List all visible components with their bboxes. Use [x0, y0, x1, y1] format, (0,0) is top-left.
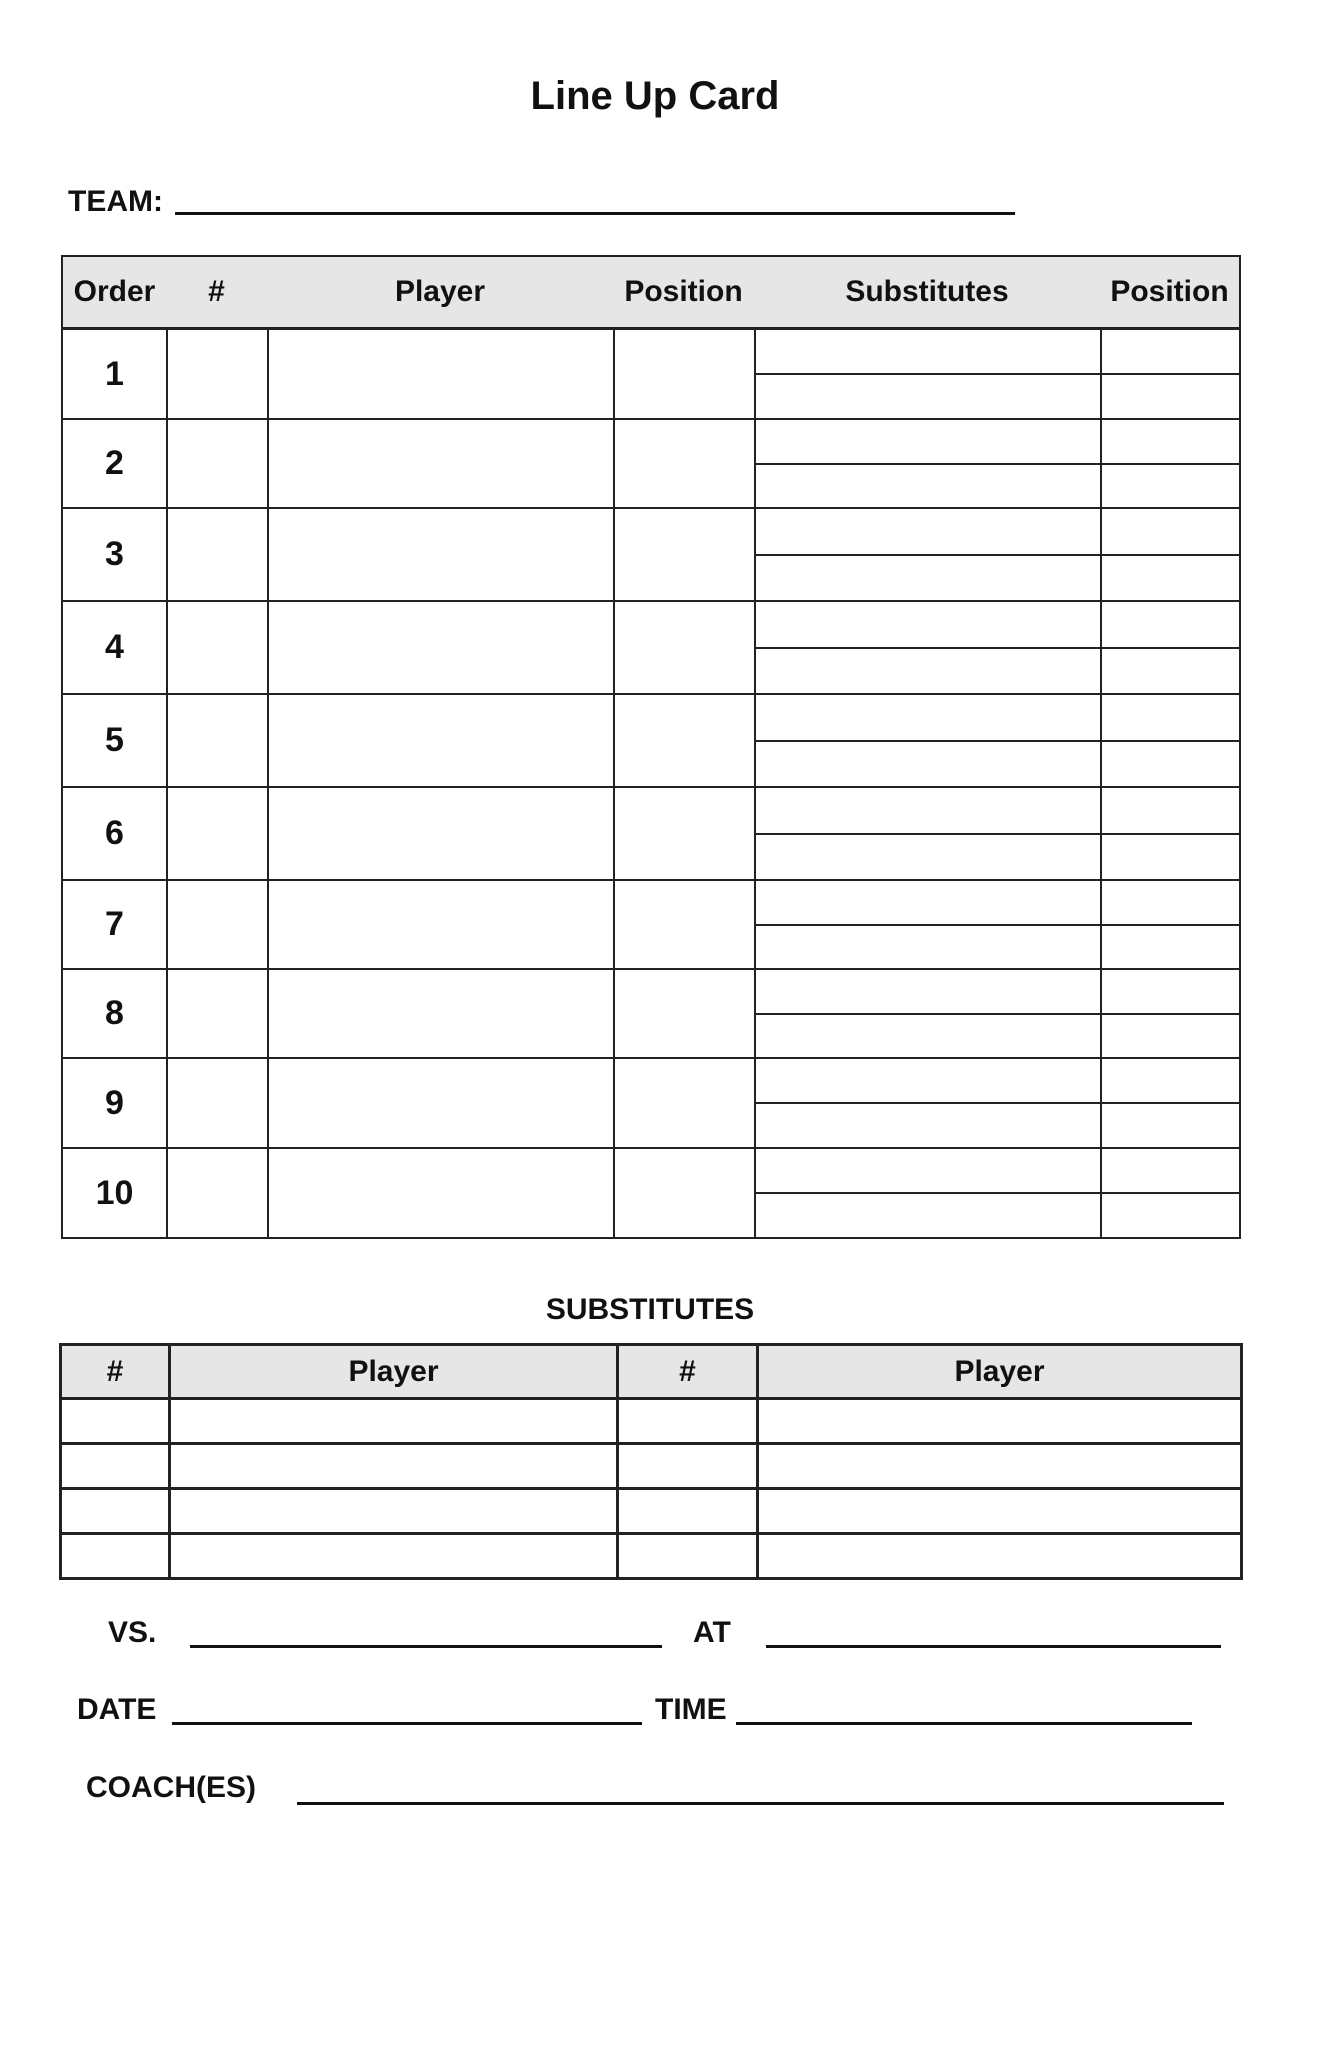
- substitute-line[interactable]: [756, 1059, 1100, 1104]
- number-cell[interactable]: [166, 509, 267, 600]
- order-number: 5: [105, 721, 124, 759]
- position-cell[interactable]: [613, 1149, 754, 1237]
- sub-number-cell[interactable]: [62, 1400, 168, 1442]
- substitute-position-cell: [1100, 1059, 1239, 1147]
- sub-number-cell[interactable]: [616, 1535, 756, 1577]
- position-cell[interactable]: [613, 330, 754, 418]
- substitute-position-line[interactable]: [1102, 1059, 1239, 1104]
- order-number: 9: [105, 1083, 124, 1122]
- substitute-row: [62, 1397, 1240, 1442]
- lineup-body: [63, 330, 1239, 1237]
- team-label: TEAM:: [68, 185, 163, 218]
- substitute-cell: [754, 695, 1100, 786]
- order-number: 4: [105, 628, 124, 666]
- substitutes-table: [59, 1343, 1243, 1580]
- sub-number-cell[interactable]: [62, 1490, 168, 1532]
- substitute-position-line[interactable]: [1102, 1104, 1239, 1147]
- substitute-cell: [754, 509, 1100, 600]
- order-number: 3: [105, 535, 124, 573]
- order-number: 2: [105, 444, 124, 482]
- number-cell[interactable]: [166, 1149, 267, 1237]
- header-number: #: [208, 275, 225, 308]
- substitute-cell: [754, 330, 1100, 418]
- sub-header-player-left: Player: [168, 1346, 616, 1397]
- order-number: 7: [105, 905, 124, 943]
- lineup-row: [63, 507, 1239, 600]
- substitute-position-line[interactable]: [1102, 465, 1239, 508]
- sub-number-cell[interactable]: [62, 1445, 168, 1487]
- team-input-line[interactable]: [175, 212, 1015, 215]
- substitute-line[interactable]: [756, 649, 1100, 694]
- lineup-header-row: [63, 257, 1239, 330]
- substitute-cell: [754, 420, 1100, 507]
- position-cell[interactable]: [613, 509, 754, 600]
- substitute-position-cell: [1100, 330, 1239, 418]
- order-number: 10: [95, 1173, 134, 1212]
- time-input-line[interactable]: [736, 1722, 1192, 1725]
- number-cell[interactable]: [166, 420, 267, 507]
- substitute-position-cell: [1100, 788, 1239, 879]
- substitute-position-line[interactable]: [1102, 509, 1239, 556]
- at-label: AT: [693, 1616, 731, 1649]
- player-cell[interactable]: [267, 1059, 613, 1147]
- substitute-position-cell: [1100, 881, 1239, 968]
- substitute-position-cell: [1100, 1149, 1239, 1237]
- substitute-position-line[interactable]: [1102, 881, 1239, 926]
- order-number: 8: [105, 994, 124, 1032]
- substitute-row: [62, 1442, 1240, 1487]
- lineup-row: [63, 1057, 1239, 1147]
- at-input-line[interactable]: [766, 1645, 1221, 1648]
- position-cell[interactable]: [613, 602, 754, 693]
- substitute-position-cell: [1100, 509, 1239, 600]
- coaches-input-line[interactable]: [297, 1802, 1224, 1805]
- lineup-row: [63, 879, 1239, 968]
- substitute-position-line[interactable]: [1102, 742, 1239, 787]
- time-label: TIME: [655, 1693, 727, 1726]
- substitute-line[interactable]: [756, 375, 1100, 418]
- header-order: Order: [73, 275, 156, 308]
- header-position: Position: [624, 275, 743, 308]
- lineup-row: [63, 600, 1239, 693]
- substitute-position-line[interactable]: [1102, 1194, 1239, 1237]
- substitute-position-line[interactable]: [1102, 420, 1239, 465]
- substitutes-body: [62, 1397, 1240, 1577]
- number-cell[interactable]: [166, 1059, 267, 1147]
- substitute-cell: [754, 788, 1100, 879]
- sub-player-cell[interactable]: [756, 1445, 1240, 1487]
- sub-header-player-right: Player: [756, 1346, 1240, 1397]
- sub-number-cell[interactable]: [62, 1535, 168, 1577]
- number-cell[interactable]: [166, 881, 267, 968]
- player-cell[interactable]: [267, 695, 613, 786]
- substitute-line[interactable]: [756, 509, 1100, 556]
- sub-player-cell[interactable]: [168, 1490, 616, 1532]
- sub-player-cell[interactable]: [756, 1535, 1240, 1577]
- position-cell[interactable]: [613, 788, 754, 879]
- coaches-label: COACH(ES): [86, 1771, 256, 1804]
- substitute-line[interactable]: [756, 881, 1100, 926]
- player-cell[interactable]: [267, 970, 613, 1057]
- position-cell[interactable]: [613, 1059, 754, 1147]
- substitute-position-line[interactable]: [1102, 375, 1239, 418]
- position-cell[interactable]: [613, 881, 754, 968]
- sub-header-number-right: #: [616, 1346, 756, 1397]
- lineup-row: [63, 1147, 1239, 1237]
- substitute-cell: [754, 970, 1100, 1057]
- page-title: Line Up Card: [530, 74, 780, 118]
- date-input-line[interactable]: [172, 1722, 642, 1725]
- sub-number-cell[interactable]: [616, 1400, 756, 1442]
- substitute-position-line[interactable]: [1102, 970, 1239, 1015]
- player-cell[interactable]: [267, 1149, 613, 1237]
- sub-player-cell[interactable]: [168, 1400, 616, 1442]
- substitute-cell: [754, 1059, 1100, 1147]
- substitute-line[interactable]: [756, 1104, 1100, 1147]
- substitute-line[interactable]: [756, 1194, 1100, 1237]
- player-cell[interactable]: [267, 881, 613, 968]
- order-number: 1: [105, 354, 124, 393]
- substitute-line[interactable]: [756, 695, 1100, 742]
- vs-label: VS.: [108, 1616, 157, 1649]
- position-cell[interactable]: [613, 420, 754, 507]
- substitute-cell: [754, 602, 1100, 693]
- substitute-position-cell: [1100, 970, 1239, 1057]
- substitute-line[interactable]: [756, 788, 1100, 835]
- number-cell[interactable]: [166, 970, 267, 1057]
- header-player: Player: [394, 275, 486, 308]
- lineup-table: [61, 255, 1241, 1239]
- position-cell[interactable]: [613, 695, 754, 786]
- vs-input-line[interactable]: [190, 1645, 662, 1648]
- substitute-cell: [754, 881, 1100, 968]
- order-number: 6: [105, 814, 124, 852]
- substitute-line[interactable]: [756, 602, 1100, 649]
- substitute-line[interactable]: [756, 742, 1100, 787]
- substitute-position-line[interactable]: [1102, 695, 1239, 742]
- lineup-row: [63, 786, 1239, 879]
- sub-player-cell[interactable]: [168, 1445, 616, 1487]
- substitute-line[interactable]: [756, 1149, 1100, 1194]
- player-cell[interactable]: [267, 602, 613, 693]
- substitute-line[interactable]: [756, 465, 1100, 508]
- sub-player-cell[interactable]: [756, 1490, 1240, 1532]
- player-cell[interactable]: [267, 420, 613, 507]
- substitute-position-line[interactable]: [1102, 835, 1239, 880]
- substitute-line[interactable]: [756, 1015, 1100, 1058]
- substitute-position-line[interactable]: [1102, 556, 1239, 601]
- number-cell[interactable]: [166, 695, 267, 786]
- substitute-line[interactable]: [756, 330, 1100, 375]
- number-cell[interactable]: [166, 330, 267, 418]
- lineup-row: [63, 330, 1239, 418]
- substitute-position-line[interactable]: [1102, 1015, 1239, 1058]
- substitute-position-line[interactable]: [1102, 649, 1239, 694]
- substitute-line[interactable]: [756, 420, 1100, 465]
- substitute-line[interactable]: [756, 835, 1100, 880]
- substitute-position-line[interactable]: [1102, 330, 1239, 375]
- header-sub-position: Position: [1110, 275, 1229, 308]
- lineup-row: [63, 968, 1239, 1057]
- substitute-line[interactable]: [756, 970, 1100, 1015]
- header-substitutes: Substitutes: [845, 275, 1009, 308]
- sub-number-cell[interactable]: [616, 1445, 756, 1487]
- substitute-position-cell: [1100, 602, 1239, 693]
- substitute-position-line[interactable]: [1102, 926, 1239, 969]
- player-cell[interactable]: [267, 788, 613, 879]
- player-cell[interactable]: [267, 330, 613, 418]
- lineup-row: [63, 693, 1239, 786]
- substitute-line[interactable]: [756, 926, 1100, 969]
- substitute-line[interactable]: [756, 556, 1100, 601]
- substitute-position-line[interactable]: [1102, 788, 1239, 835]
- sub-player-cell[interactable]: [168, 1535, 616, 1577]
- position-cell[interactable]: [613, 970, 754, 1057]
- substitute-row: [62, 1532, 1240, 1577]
- sub-header-number-left: #: [106, 1354, 124, 1388]
- number-cell[interactable]: [166, 602, 267, 693]
- substitutes-header-row: [62, 1346, 1240, 1397]
- substitute-cell: [754, 1149, 1100, 1237]
- number-cell[interactable]: [166, 788, 267, 879]
- date-label: DATE: [77, 1693, 157, 1726]
- substitutes-heading: SUBSTITUTES: [545, 1293, 755, 1326]
- substitute-position-cell: [1100, 420, 1239, 507]
- sub-number-cell[interactable]: [616, 1490, 756, 1532]
- sub-player-cell[interactable]: [756, 1400, 1240, 1442]
- substitute-position-line[interactable]: [1102, 602, 1239, 649]
- substitute-position-cell: [1100, 695, 1239, 786]
- player-cell[interactable]: [267, 509, 613, 600]
- lineup-row: [63, 418, 1239, 507]
- substitute-row: [62, 1487, 1240, 1532]
- substitute-position-line[interactable]: [1102, 1149, 1239, 1194]
